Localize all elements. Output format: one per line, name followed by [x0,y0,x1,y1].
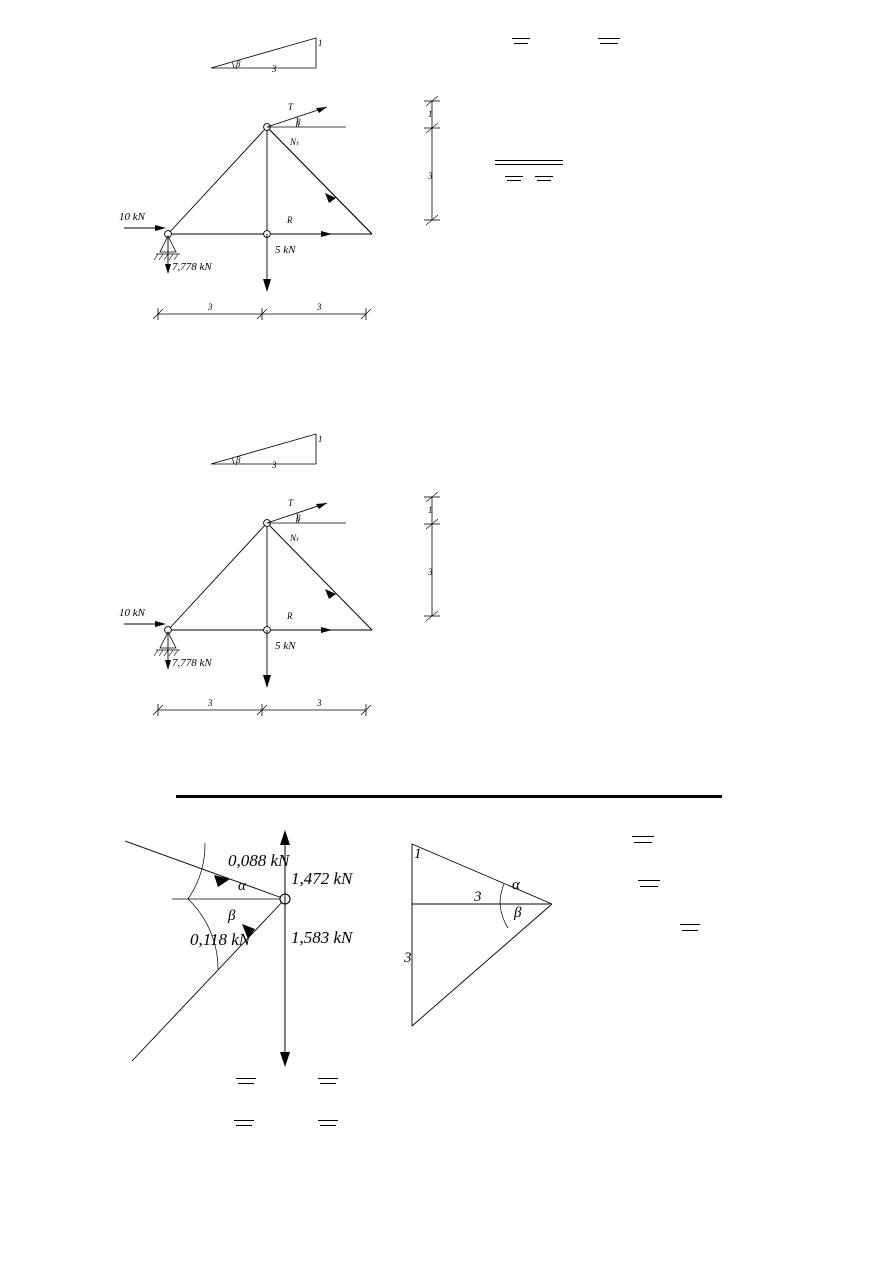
mark-pair-2 [598,38,622,46]
mark-pair-5 [638,880,662,890]
slope-triangle-3-bottom-label: 3 [404,950,412,966]
slope-triangle-3-angle-alpha-label: α [512,877,520,893]
figure-2-load-vertical-label: 5 kN [275,640,296,652]
figure-3-force-lower-left-label: 0,118 kN [190,930,251,949]
mark-pair-7 [236,1078,258,1086]
slope-triangle-1-vertical-label: 1 [318,38,323,48]
slope-triangle-1-horizontal-label: 3 [272,64,277,74]
figure-2-vertical-bottom-label: 3 [428,567,433,577]
figure-1-right-span-label: 3 [317,302,322,312]
figure-3-angle-beta-label: β [228,908,236,924]
figure-2-vertical-top-label: 1 [428,505,433,515]
slope-triangle-2-vertical-label: 1 [318,434,323,444]
truss-geometry-1 [150,110,410,340]
figure-3-force-down-label: 1,583 kN [291,928,353,947]
mark-pair-8 [318,1078,340,1086]
horizontal-rule [176,795,722,798]
mark-pair-1 [512,38,532,46]
slope-triangle-3 [400,826,580,1056]
slope-triangle-3-angle-beta-label: β [514,905,522,921]
figure-3-force-upper-left-label: 0,088 kN [228,851,290,870]
figure-2-reaction-label: R [287,611,293,621]
truss-geometry-2 [150,506,410,736]
figure-2-left-span-label: 3 [208,698,213,708]
mark-pair-9 [234,1120,256,1128]
figure-2-normal-force-label: Nₜ [290,533,299,543]
figure-1-vertical-top-label: 1 [428,109,433,119]
slope-triangle-3-middle-label: 3 [474,889,482,905]
figure-1-vertical-dimension [418,96,458,236]
figure-3 [0,816,893,1156]
figure-1-angle-label: β [296,117,301,127]
slope-triangle-1-angle-label: β [236,59,241,69]
figure-3-force-up-label: 1,472 kN [291,869,353,888]
figure-2 [0,396,893,756]
slope-triangle-3-top-label: 1 [414,846,422,862]
figure-1 [0,0,893,360]
figure-1-load-left-label: 10 kN [119,211,145,223]
figure-3-angle-alpha-label: α [238,878,246,894]
figure-1-reaction-label: R [287,215,293,225]
figure-2-tension-label: T [288,498,294,508]
figure-1-support-reaction-label: 7,778 kN [172,261,212,273]
figure-2-support-reaction-label: 7,778 kN [172,657,212,669]
slope-triangle-2-angle-label: β [236,455,241,465]
mark-pair-3 [495,160,565,182]
figure-1-left-span-label: 3 [208,302,213,312]
figure-1-load-vertical-label: 5 kN [275,244,296,256]
mark-pair-4 [632,836,656,846]
slope-triangle-2-horizontal-label: 3 [272,460,277,470]
figure-1-normal-force-label: Nₜ [290,137,299,147]
figure-1-vertical-bottom-label: 3 [428,171,433,181]
figure-1-tension-label: T [288,102,294,112]
figure-2-vertical-dimension [418,492,458,632]
mark-pair-10 [318,1120,340,1128]
mark-pair-6 [680,924,702,934]
figure-2-angle-label: β [296,513,301,523]
figure-2-right-span-label: 3 [317,698,322,708]
figure-2-load-left-label: 10 kN [119,607,145,619]
